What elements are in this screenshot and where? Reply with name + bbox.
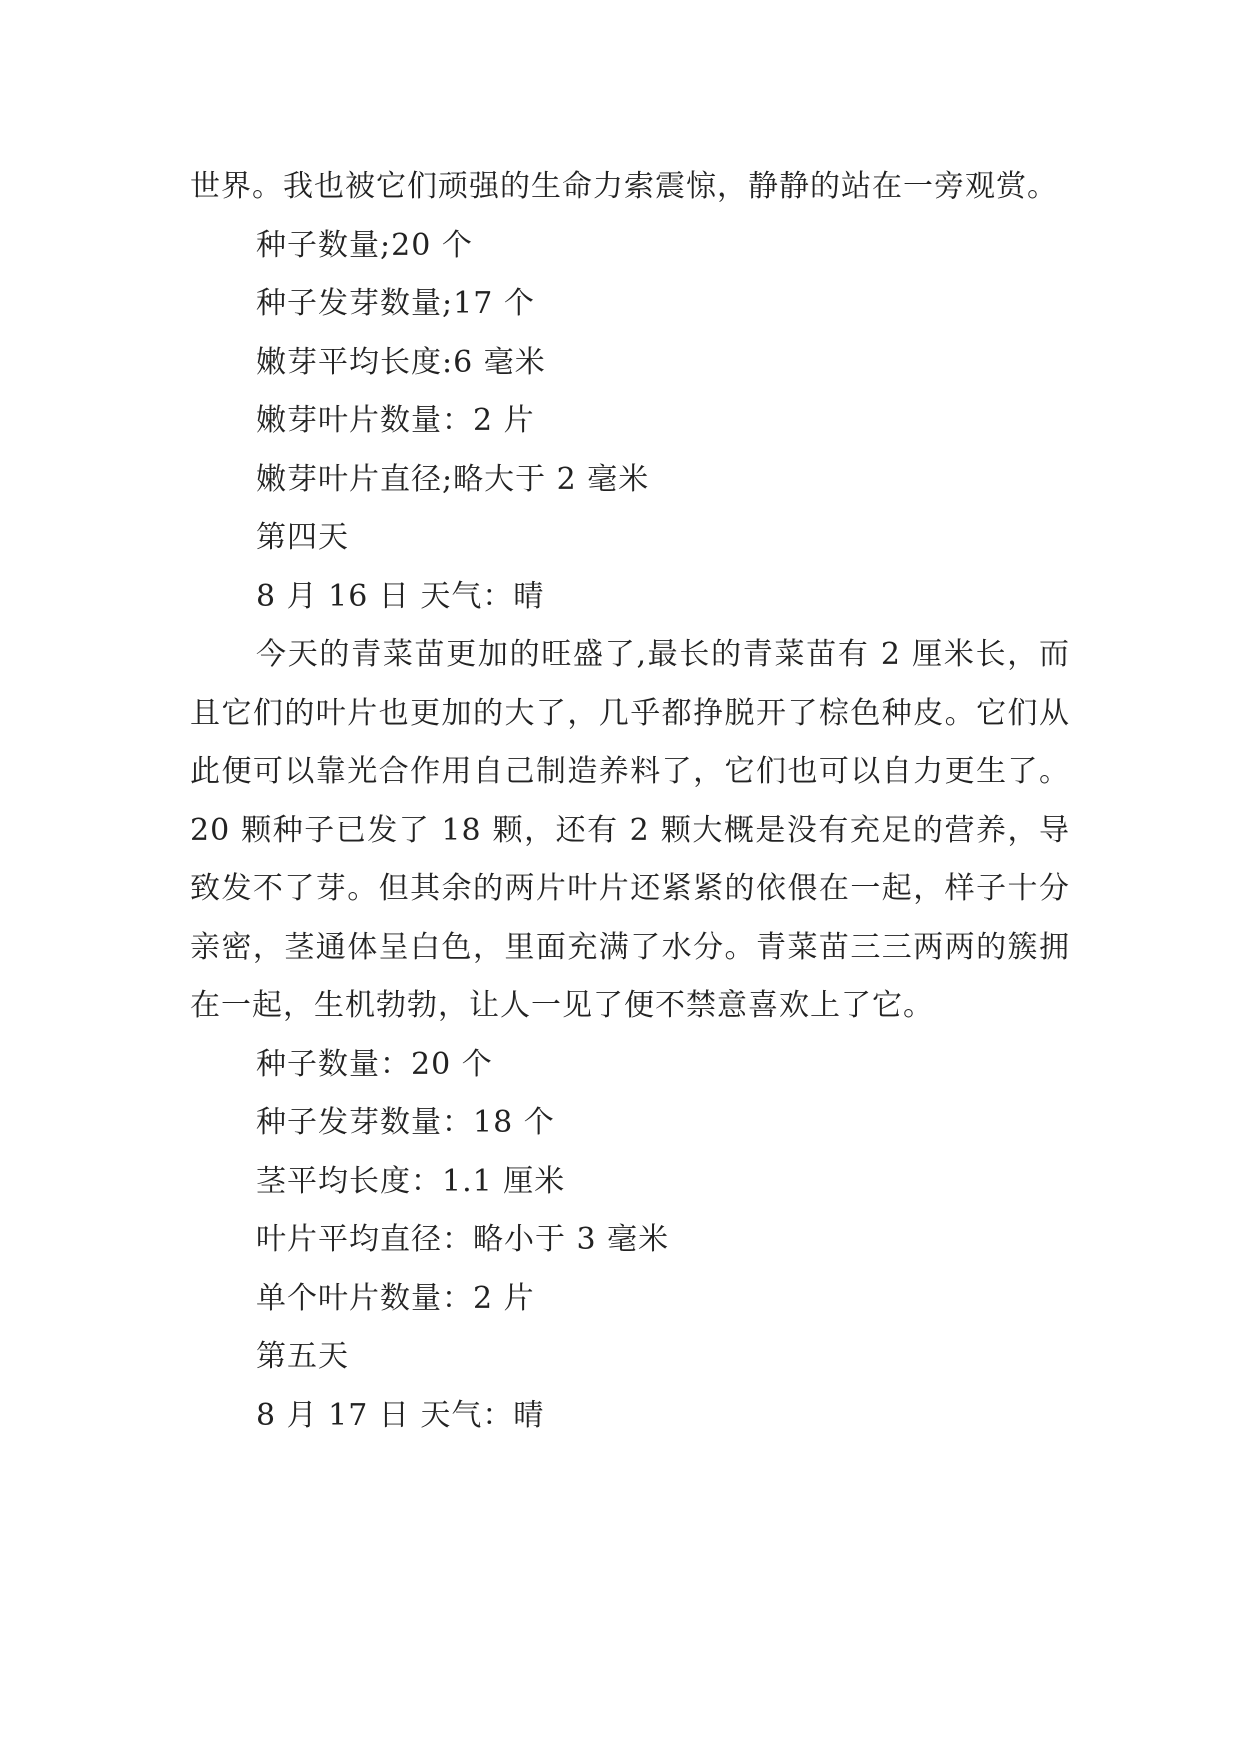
stat-line: 嫩芽叶片直径;略大于 2 毫米 (256, 461, 650, 497)
stat-line: 种子发芽数量：18 个 (256, 1105, 555, 1140)
stat-line: 种子数量;20 个 (256, 227, 473, 263)
stat-line: 嫩芽平均长度:6 毫米 (256, 344, 546, 380)
diary-paragraph: 今天的青菜苗更加的旺盛了,最长的青菜苗有 2 厘米长，而且它们的叶片也更加的大了，几乎都挣脱开了棕色种皮。它们从此便可以靠光合作用自己制造养料了，它们也可以自力更生了。20 颗种子已发了 18 颗，还有 2 颗大概是没有充足的营养，导致发不了芽。但其余的两片叶片还紧紧的依偎在一起，样子十分亲密，茎通体呈白色，里面充满了水分。青菜苗三三两两的簇拥在一起，生机勃勃，让人一见了便不禁意喜欢上了它。 (190, 637, 1070, 1023)
day-heading: 第四天 (256, 520, 349, 555)
stat-line: 种子发芽数量;17 个 (256, 286, 535, 321)
stat-line: 种子数量：20 个 (256, 1046, 493, 1082)
stat-line: 单个叶片数量：2 片 (256, 1280, 535, 1316)
date-weather-line: 8 月 17 日 天气：晴 (256, 1397, 545, 1433)
stat-line: 茎平均长度：1.1 厘米 (256, 1163, 566, 1199)
day-heading: 第五天 (256, 1339, 349, 1374)
stat-line: 嫩芽叶片数量：2 片 (256, 403, 535, 438)
date-weather-line: 8 月 16 日 天气：晴 (256, 578, 545, 614)
stat-line: 叶片平均直径：略小于 3 毫米 (256, 1222, 670, 1257)
document-body (190, 158, 1070, 1445)
opening-paragraph: 世界。我也被它们顽强的生命力索震惊，静静的站在一旁观赏。 (190, 169, 1058, 204)
